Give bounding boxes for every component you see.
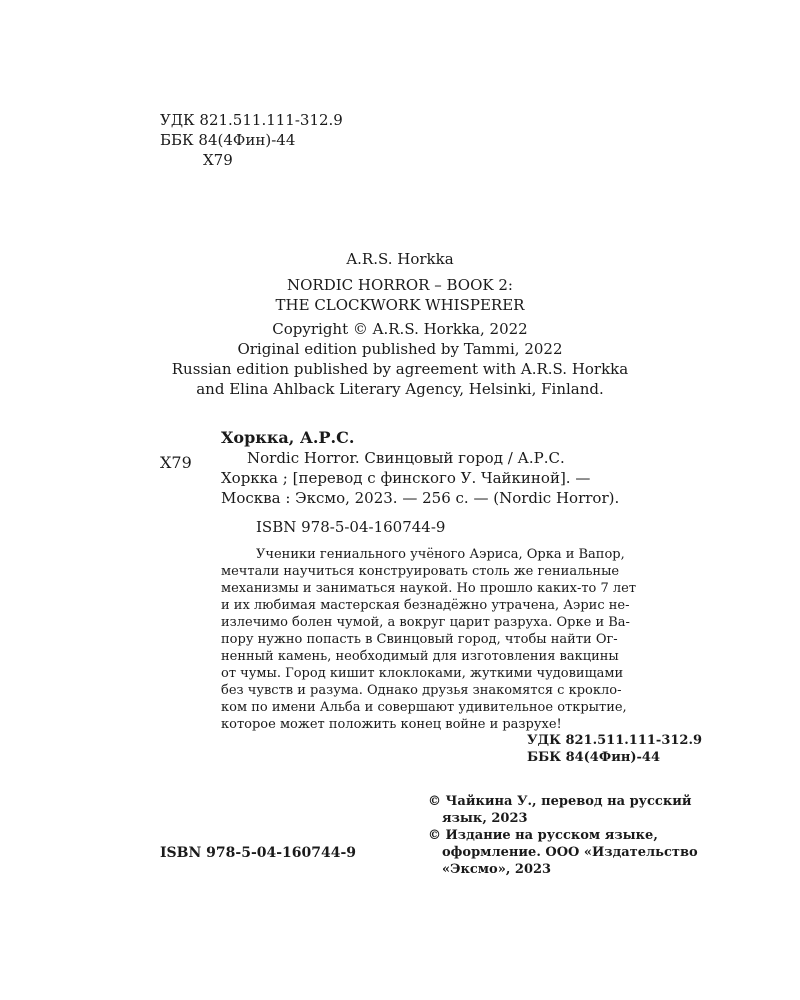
annotation-line: которое может положить конец войне и разрухе! xyxy=(221,717,562,732)
annotation-line: мечтали научиться конструировать столь же гениальные xyxy=(221,564,620,579)
author-code: Х79 xyxy=(203,151,233,169)
bibliographic-author-code: Х79 xyxy=(160,453,192,472)
copyright-notices xyxy=(428,793,728,878)
translation-copyright-1: © Чайкина У., перевод на русский xyxy=(428,794,692,809)
bibliographic-line: Москва : Эксмо, 2023. — 256 с. — (Nordic Horror). xyxy=(221,489,620,507)
annotation-bbk: ББК 84(4Фин)-44 xyxy=(527,750,660,765)
annotation-line: механизмы и заниматься наукой. Но прошло каких-то 7 лет xyxy=(221,581,637,596)
bibliographic-isbn: ISBN 978-5-04-160744-9 xyxy=(256,518,446,536)
original-author: A.R.S. Horkka xyxy=(346,250,454,268)
annotation-line: пору нужно попасть в Свинцовый город, чтобы найти Ог- xyxy=(221,632,618,647)
original-edition-info xyxy=(120,249,680,399)
annotation-line: от чумы. Город кишит клоклоками, жуткими чудовищами xyxy=(221,666,624,681)
bibliographic-description xyxy=(221,448,701,508)
footer-isbn: ISBN 978-5-04-160744-9 xyxy=(160,845,357,861)
annotation-line: излечимо болен чумой, а вокруг царит разруха. Орке и Ва- xyxy=(221,615,630,630)
edition-copyright-1: © Издание на русском языке, xyxy=(428,828,658,843)
udk-classification: УДК 821.511.111-312.9 xyxy=(160,111,343,129)
original-book-title: THE CLOCKWORK WHISPERER xyxy=(275,296,525,314)
russian-edition-note-2: and Elina Ahlback Literary Agency, Helsinki, Finland. xyxy=(196,380,604,398)
translation-copyright-2: язык, 2023 xyxy=(442,811,528,826)
russian-edition-note-1: Russian edition published by agreement with A.R.S. Horkka xyxy=(171,360,629,378)
annotation-line: без чувств и разума. Однако друзья знакомятся с крокло- xyxy=(221,683,622,698)
bibliographic-line: Хоркка ; [перевод с финского У. Чайкиной]. — xyxy=(221,469,591,487)
edition-copyright-3: «Эксмо», 2023 xyxy=(442,862,552,877)
original-series-title: NORDIC HORROR – BOOK 2: xyxy=(287,276,513,294)
annotation-line: Ученики гениального учёного Аэриса, Орка и Вапор, xyxy=(256,547,625,562)
original-edition-note: Original edition published by Tammi, 2022 xyxy=(237,340,563,358)
bibliographic-line: Nordic Horror. Свинцовый город / А.Р.С. xyxy=(247,449,565,467)
bbk-classification: ББК 84(4Фин)-44 xyxy=(160,131,296,149)
annotation-line: ком по имени Альба и совершают удивительное открытие, xyxy=(221,700,627,715)
annotation-line: и их любимая мастерская безнадёжно утрачена, Аэрис не- xyxy=(221,598,630,613)
annotation-line: ненный камень, необходимый для изготовления вакцины xyxy=(221,649,619,664)
author-heading: Хоркка, А.Р.С. xyxy=(221,428,355,447)
book-annotation xyxy=(221,546,701,733)
original-copyright: Copyright © A.R.S. Horkka, 2022 xyxy=(272,320,528,338)
annotation-udk: УДК 821.511.111-312.9 xyxy=(527,733,703,748)
edition-copyright-2: оформление. ООО «Издательство xyxy=(442,845,698,860)
